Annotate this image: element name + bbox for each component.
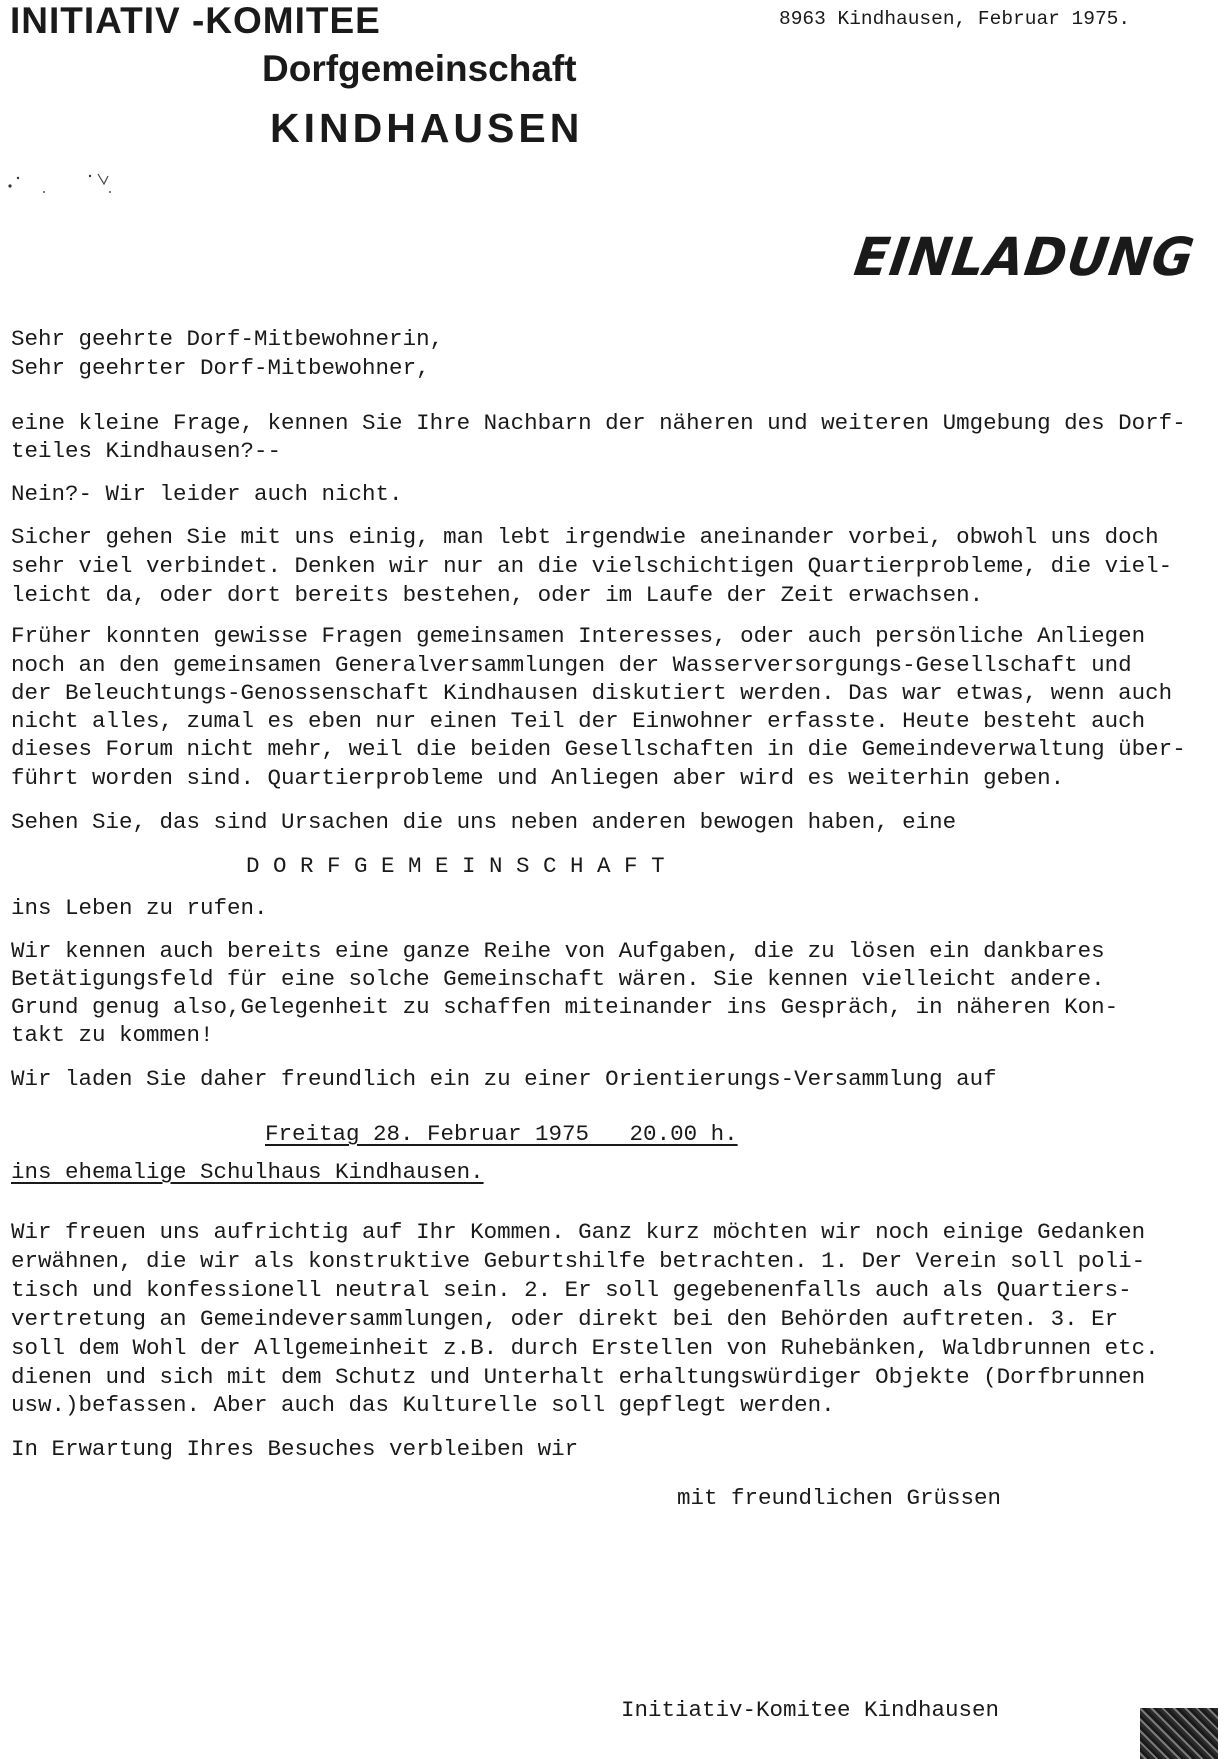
text-line: erwähnen, die wir als konstruktive Geburtshilfe betrachten. 1. Der Verein soll poli- [11,1248,1146,1274]
text-line: soll dem Wohl der Allgemeinheit z.B. durch Erstellen von Ruhebänken, Waldbrunnen etc. [11,1335,1159,1361]
text-line: Früher konnten gewisse Fragen gemeinsamen Interesses, oder auch persönliche Anliegen [11,623,1146,649]
org-name-line-2: Dorfgemeinschaft [262,48,577,89]
event-location: ins ehemalige Schulhaus Kindhausen. [11,1159,484,1185]
emphasized-word: D O R F G E M E I N S C H A F T [246,853,665,879]
scan-artifact [1140,1708,1218,1759]
org-name-line-3: KINDHAUSEN [270,105,584,151]
text-line: der Beleuchtungs-Genossenschaft Kindhausen diskutiert werden. Das war etwas, wenn auch [11,680,1173,706]
text-line: Betätigungsfeld für eine solche Gemeinschaft wären. Sie kennen vielleicht andere. [11,966,1105,992]
text-line: Wir freuen uns aufrichtig auf Ihr Kommen. Ganz kurz möchten wir noch einige Gedanken [11,1219,1146,1245]
text-line: tisch und konfessionell neutral sein. 2. Er soll gegebenenfalls auch als Quartiers- [11,1277,1132,1303]
text-line: führt worden sind. Quartierprobleme und Anliegen aber wird es weiterhin geben. [11,765,1065,791]
text-line: noch an den gemeinsamen Generalversammlungen der Wasserversorgungs-Gesellschaft und [11,652,1132,678]
text-line: dienen und sich mit dem Schutz und Unterhalt erhaltungswürdiger Objekte (Dorfbrunnen [11,1364,1146,1390]
closing-greeting: mit freundlichen Grüssen [677,1485,1002,1511]
text-line: nicht alles, zumal es eben nur einen Teil der Einwohner erfasste. Heute besteht auch [11,708,1146,734]
text-line: ins Leben zu rufen. [11,895,268,921]
text-line: dieses Forum nicht mehr, weil die beiden Gesellschaften in die Gemeindeverwaltung über- [11,736,1186,762]
text-line: sehr viel verbindet. Denken wir nur an die vielschichtigen Quartierprobleme, die viel- [11,553,1173,579]
text-line: Wir laden Sie daher freundlich ein zu einer Orientierungs-Versammlung auf [11,1066,997,1092]
salutation-line: Sehr geehrte Dorf-Mitbewohnerin, [11,326,444,352]
text-line: Sicher gehen Sie mit uns einig, man lebt irgendwie aneinander vorbei, obwohl uns doch [11,524,1159,550]
text-line: Wir kennen auch bereits eine ganze Reihe von Aufgaben, die zu lösen ein dankbares [11,938,1105,964]
org-name-line-1: INITIATIV -KOMITEE [10,0,381,41]
text-line: Nein?- Wir leider auch nicht. [11,481,403,507]
text-line: vertretung an Gemeindeversammlungen, oder direkt bei den Behörden auftreten. 3. Er [11,1306,1119,1332]
text-line: teiles Kindhausen?-- [11,438,282,464]
dateline: 8963 Kindhausen, Februar 1975. [779,8,1131,30]
text-line: usw.)befassen. Aber auch das Kulturelle soll gepflegt werden. [11,1392,835,1418]
text-line: Grund genug also,Gelegenheit zu schaffen miteinander ins Gespräch, in näheren Kon- [11,994,1119,1020]
text-line: leicht da, oder dort bereits bestehen, oder im Laufe der Zeit erwachsen. [11,582,984,608]
text-line: Sehen Sie, das sind Ursachen die uns neben anderen bewogen haben, eine [11,809,957,835]
text-line: eine kleine Frage, kennen Sie Ihre Nachbarn der näheren und weiteren Umgebung des Dorf- [11,410,1186,436]
text-line: In Erwartung Ihres Besuches verbleiben wir [11,1436,579,1462]
signature: Initiativ-Komitee Kindhausen [621,1697,1000,1723]
event-date: Freitag 28. Februar 1975 20.00 h. [265,1121,738,1147]
text-line: takt zu kommen! [11,1022,214,1048]
salutation-line: Sehr geehrter Dorf-Mitbewohner, [11,355,430,381]
print-specks [6,172,126,202]
document-title: EINLADUNG [850,226,1199,288]
